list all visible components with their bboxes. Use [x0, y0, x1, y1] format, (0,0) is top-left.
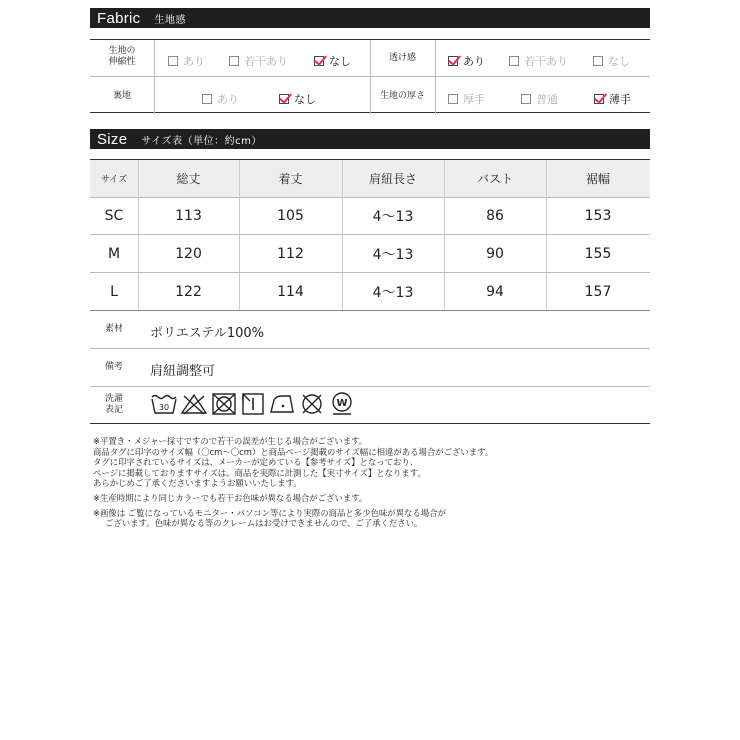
thickness-label: 生地の厚さ [379, 91, 425, 101]
stretch-label [90, 46, 154, 69]
material-value: ポリエステル100% [150, 326, 264, 341]
row-divider [90, 386, 650, 387]
note-line: 商品タグに印字のサイズ幅（〇cm〜〇cm）と商品ページ掲載のサイズ幅に相違がある場合がございます。 [93, 446, 494, 457]
stretch-option-nashi[interactable] [314, 53, 351, 69]
table-cell: 113 [175, 208, 202, 224]
fabric-section-header [90, 8, 650, 28]
line-dry-shade-icon [240, 391, 266, 417]
checkbox-icon [448, 94, 458, 104]
header-strap-length: 肩紐長さ [368, 172, 417, 186]
header-size: サイズ [100, 175, 128, 185]
checked-checkbox-icon [448, 56, 458, 66]
lining-label: 裏地 [112, 91, 131, 101]
size-section-header [90, 129, 650, 149]
no-dry-clean-icon [298, 391, 326, 417]
fabric-divider [370, 40, 371, 114]
care-symbols [150, 389, 356, 419]
remarks-value: 肩紐調整可 [150, 364, 216, 379]
sheer-option-ari[interactable] [448, 53, 485, 69]
option-label: 若干あり [524, 55, 568, 68]
option-label: 若干あり [244, 55, 288, 68]
fabric-table [90, 39, 650, 113]
row-divider [90, 310, 650, 311]
note-line: ございます。色味が異なる等のクレームはお受けできませんので、ご了承ください。 [105, 518, 423, 529]
fabric-title-jp: 生地感 [154, 14, 186, 26]
checkbox-icon [509, 56, 519, 66]
iron-low-icon [268, 391, 296, 417]
table-cell: SC [104, 208, 124, 224]
checkbox-icon [521, 94, 531, 104]
wash-temp-text: 30 [158, 403, 170, 412]
checkbox-icon [168, 56, 178, 66]
note-line: ページに掲載しておりますサイズは、商品を実際に計測した【実寸サイズ】となります。 [93, 467, 426, 478]
sheer-option-nashi[interactable] [593, 53, 630, 69]
table-cell: 86 [486, 208, 504, 224]
checked-checkbox-icon [314, 56, 324, 66]
row-divider [90, 348, 650, 349]
table-cell: L [110, 283, 118, 300]
fabric-title-en: Fabric [97, 9, 141, 27]
thickness-option-atsude[interactable] [448, 91, 485, 107]
care-label-line2: 表記 [104, 405, 123, 415]
wet-letter: W [336, 398, 348, 409]
table-cell: 4〜13 [372, 246, 414, 263]
header-total-length: 総丈 [176, 172, 201, 186]
lining-option-ari[interactable] [202, 91, 239, 107]
care-label [90, 387, 138, 423]
size-title-en: Size [97, 130, 128, 148]
stretch-option-ari[interactable] [168, 53, 205, 69]
sheer-label: 透け感 [388, 53, 416, 63]
thickness-option-futsuu[interactable] [521, 91, 558, 107]
note-line: タグに印字されているサイズは、メーカーが定めている【参考サイズ】となっており、 [93, 457, 419, 468]
option-label: 普通 [536, 93, 558, 106]
table-cell: 105 [277, 208, 304, 224]
checkbox-icon [593, 56, 603, 66]
header-length: 着丈 [278, 172, 303, 186]
no-tumble-dry-icon [210, 391, 238, 417]
option-label: なし [294, 93, 316, 106]
checked-checkbox-icon [594, 94, 604, 104]
notes [93, 436, 653, 529]
table-cell: 4〜13 [372, 209, 414, 225]
table-cell: 122 [175, 283, 202, 300]
table-cell: 94 [486, 283, 504, 300]
stretch-label-line1: 生地の [108, 46, 136, 56]
table-bottom-border [90, 423, 650, 424]
wet-clean-icon [328, 390, 356, 418]
header-bust: バスト [476, 172, 513, 186]
option-label: あり [183, 55, 205, 68]
thickness-option-usude[interactable] [594, 91, 631, 107]
checkbox-icon [202, 94, 212, 104]
table-cell: 157 [584, 283, 612, 300]
no-bleach-icon [180, 391, 208, 417]
wash-30-icon [150, 391, 178, 417]
table-cell: M [107, 245, 121, 262]
checkbox-icon [229, 56, 239, 66]
note-line: ※平置き・メジャー採寸ですので若干の誤差が生じる場合がございます。 [93, 436, 368, 446]
table-cell: 153 [584, 208, 612, 224]
table-cell: 120 [175, 245, 202, 262]
option-label: あり [463, 55, 485, 68]
checked-checkbox-icon [279, 94, 289, 104]
table-cell: 4〜13 [372, 284, 414, 301]
lining-option-nashi[interactable] [279, 91, 316, 107]
option-label: あり [217, 93, 239, 106]
stretch-label-line2: 伸縮性 [108, 57, 136, 68]
material-label: 素材 [104, 324, 123, 335]
note-line: あらかじめご了承くださいますようお願いいたします。 [93, 478, 302, 489]
table-cell: 114 [277, 283, 304, 300]
header-hem-width: 裾幅 [585, 172, 610, 186]
option-label: 薄手 [609, 93, 631, 106]
table-cell: 112 [277, 245, 304, 262]
option-label: なし [329, 55, 351, 68]
care-label-line1: 洗濯 [104, 394, 123, 405]
table-cell: 90 [486, 245, 504, 262]
stretch-option-jakkan[interactable] [229, 53, 288, 69]
size-title-jp: サイズ表（単位：約cm） [141, 135, 262, 147]
option-label: 厚手 [463, 93, 485, 106]
note-line: ※画像は ご覧になっているモニター・パソコン等により実際の商品と多少色味が異なる場合が [93, 507, 446, 518]
note-line: ※生産時期により同じカラーでも若干お色味が異なる場合がございます。 [93, 492, 368, 503]
fabric-divider [435, 40, 436, 114]
fabric-divider [154, 40, 155, 114]
option-label: なし [608, 55, 630, 68]
remarks-label: 備考 [104, 362, 123, 373]
sheer-option-jakkan[interactable] [509, 53, 568, 69]
table-cell: 155 [584, 245, 612, 262]
